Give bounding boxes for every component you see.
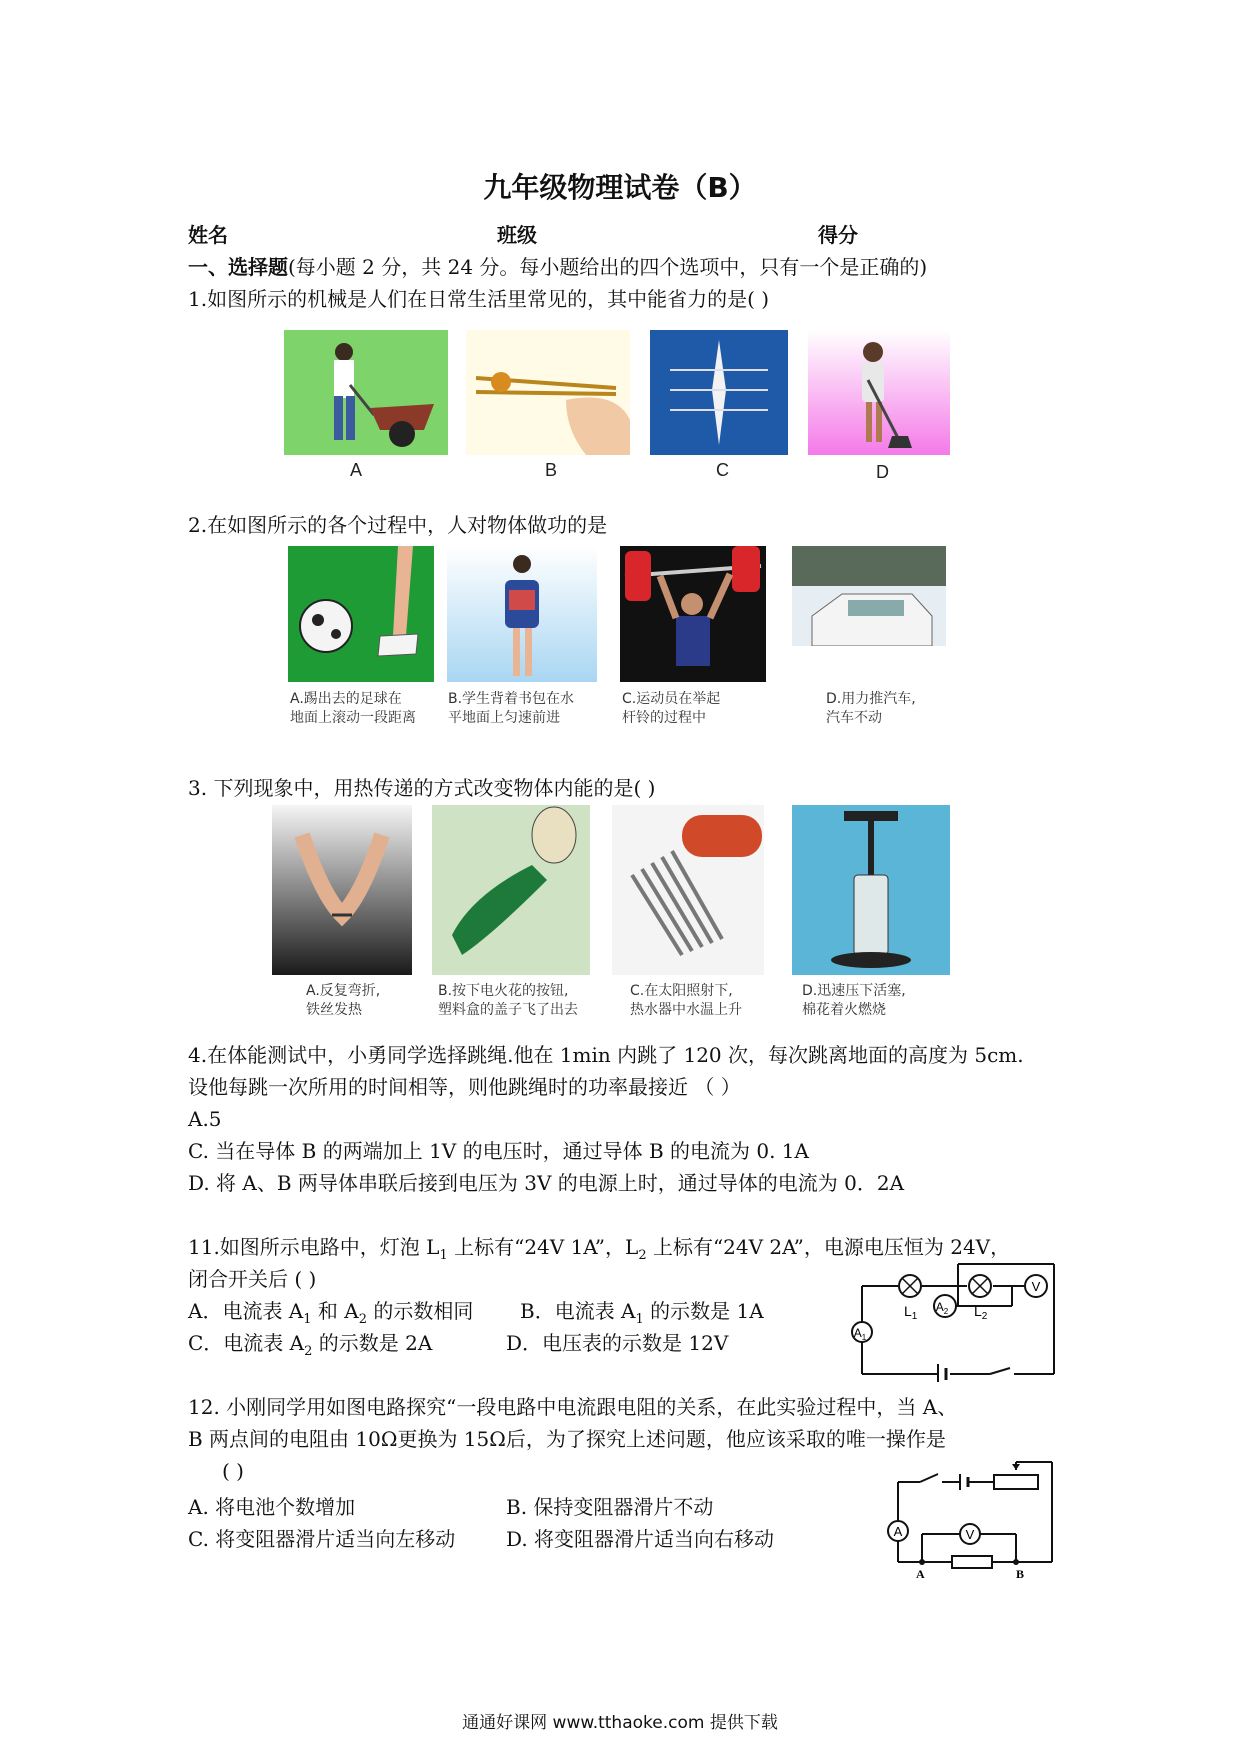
q2-caption-c [622, 690, 720, 728]
q2-caption-d [826, 690, 916, 728]
q11-opt-b-sub: 1 [635, 1312, 644, 1327]
question-12-option-d: D. 将变阻器滑片适当向右移动 [506, 1527, 775, 1551]
piston-illustration [792, 805, 950, 975]
schoolbag-illustration [447, 546, 597, 682]
ammeter-a1-icon [852, 1322, 872, 1342]
ammeter-a2-icon [934, 1295, 956, 1317]
rowing-illustration [650, 330, 788, 455]
lamp-l1-icon [899, 1275, 921, 1297]
broom-illustration [808, 330, 950, 455]
football-illustration [288, 546, 434, 682]
wire-bending-illustration [272, 805, 412, 975]
q2-caption-b-line2: 平地面上匀速前进 [448, 710, 560, 726]
q12-ammeter-icon [888, 1521, 908, 1541]
q3-caption-b-line2: 塑料盒的盖子飞了出去 [438, 1002, 578, 1018]
schoolbag-image [447, 546, 597, 682]
question-4-option-d: D. 将 A、B 两导体串联后接到电压为 3V 的电源上时，通过导体的电流为 0．2A [188, 1171, 905, 1195]
q11-l1-sub: 1 [911, 1311, 918, 1322]
q11-text-2: 上标有“24V 1A”，L [447, 1235, 639, 1259]
chopsticks-illustration [466, 330, 630, 455]
q1-label-d: D [876, 462, 889, 482]
question-2-stem: 2.在如图所示的各个过程中，人对物体做功的是 [188, 513, 608, 537]
question-4-line2: 设他每跳一次所用的时间相等，则他跳绳时的功率最接近 （ ） [188, 1075, 741, 1099]
section-heading [188, 254, 927, 280]
q11-opt-a-sub1: 1 [303, 1312, 312, 1327]
wheelbarrow-illustration [284, 330, 448, 455]
q11-opt-c-text1: C．电流表 A [188, 1331, 305, 1355]
q11-opt-a-text3: 的示数相同 [366, 1299, 474, 1323]
q2-caption-c-line1: C.运动员在举起 [622, 691, 721, 707]
question-4-option-a: A.5 [188, 1107, 222, 1131]
q11-text-3: 上标有“24V 2A”，电源电压恒为 24V， [646, 1235, 1011, 1259]
q11-a1-letter: A [853, 1326, 862, 1340]
q3-caption-a-line2: 铁丝发热 [306, 1002, 362, 1018]
question-12-option-a: A. 将电池个数增加 [188, 1495, 356, 1519]
solar-heater-image [612, 805, 764, 975]
q11-text-1: 11.如图所示电路中，灯泡 L [188, 1235, 440, 1259]
q12-point-b: B [1016, 1567, 1025, 1580]
voltmeter-icon [1025, 1275, 1047, 1297]
question-11-option-d: D．电压表的示数是 12V [506, 1331, 729, 1355]
q2-caption-a [290, 690, 416, 728]
lamp-l2-icon [969, 1275, 991, 1297]
weightlifter-illustration [620, 546, 766, 682]
q12-point-a: A [916, 1567, 925, 1580]
q3-caption-d-line2: 棉花着火燃烧 [802, 1002, 886, 1018]
rowing-image [650, 330, 788, 455]
question-12-option-c: C. 将变阻器滑片适当向左移动 [188, 1527, 456, 1551]
q12-voltmeter-icon [960, 1524, 980, 1544]
page-title: 九年级物理试卷（B） [483, 171, 757, 204]
q11-opt-b-text1: B．电流表 A [520, 1299, 636, 1323]
q3-caption-b-line1: B.按下电火花的按钮, [438, 983, 569, 999]
spark-button-illustration [432, 805, 590, 975]
q11-l2-letter: L [974, 1303, 982, 1319]
q11-l1-label [904, 1303, 918, 1322]
q3-caption-a [306, 982, 380, 1020]
class-label: 班级 [497, 223, 537, 247]
q3-caption-c [630, 982, 742, 1020]
q11-opt-a-text2: 和 A [311, 1299, 359, 1323]
q2-caption-c-line2: 杆铃的过程中 [622, 710, 706, 726]
question-11-option-b [520, 1298, 764, 1333]
q12-circuit-diagram [880, 1458, 1060, 1580]
question-11-option-a [188, 1298, 473, 1333]
q2-caption-b-line1: B.学生背着书包在水 [448, 691, 575, 707]
q2-caption-a-line2: 地面上滚动一段距离 [290, 710, 416, 726]
q11-a2-letter: A [935, 1300, 944, 1314]
footer-text: 通通好课网 www.tthaoke.com 提供下载 [462, 1713, 778, 1733]
q11-a1-sub: 1 [861, 1333, 867, 1342]
name-label: 姓名 [188, 223, 228, 247]
q11-opt-c-sub: 2 [304, 1344, 313, 1359]
q3-caption-c-line1: C.在太阳照射下, [630, 983, 733, 999]
solar-heater-illustration [612, 805, 764, 975]
question-12-line2: B 两点间的电阻由 10Ω更换为 15Ω后，为了探究上述问题，他应该采取的唯一操作是 [188, 1427, 946, 1451]
q2-caption-d-line1: D.用力推汽车, [826, 691, 916, 707]
broom-image [808, 330, 950, 455]
question-4-line1: 4.在体能测试中，小勇同学选择跳绳.他在 1min 内跳了 120 次，每次跳离地面的高度为 5cm. [188, 1043, 1024, 1067]
section-title: 一、选择题 [188, 255, 288, 279]
spark-button-image [432, 805, 590, 975]
q11-a2-sub: 2 [943, 1307, 949, 1316]
q3-caption-d [802, 982, 906, 1020]
wire-bending-image [272, 805, 412, 975]
section-note: (每小题 2 分，共 24 分。每小题给出的四个选项中，只有一个是正确的) [288, 255, 928, 279]
piston-image [792, 805, 950, 975]
q2-caption-d-line2: 汽车不动 [826, 710, 882, 726]
q1-label-c: C [716, 460, 729, 480]
question-4-option-c: C. 当在导体 B 的两端加上 1V 的电压时，通过导体 B 的电流为 0. 1A [188, 1139, 809, 1163]
question-11-option-c [188, 1330, 432, 1365]
score-label: 得分 [818, 223, 858, 247]
q3-caption-d-line1: D.迅速压下活塞, [802, 983, 906, 999]
q3-caption-b [438, 982, 578, 1020]
q11-sub-2: 2 [638, 1248, 647, 1263]
q11-v-label: V [1031, 1279, 1041, 1294]
q1-label-b: B [545, 460, 558, 480]
q11-l1-letter: L [904, 1303, 912, 1319]
q11-l2-sub: 2 [981, 1311, 988, 1322]
football-image [288, 546, 434, 682]
question-1-stem: 1.如图所示的机械是人们在日常生活里常见的，其中能省力的是( ) [188, 287, 770, 311]
wheelbarrow-image [284, 330, 448, 455]
q3-caption-c-line2: 热水器中水温上升 [630, 1002, 742, 1018]
q12-a-label: A [893, 1524, 903, 1539]
question-12-line3: ( ) [222, 1459, 244, 1483]
question-11-line2: 闭合开关后 ( ) [188, 1267, 317, 1291]
q1-label-a: A [350, 460, 363, 480]
q11-circuit-diagram [840, 1256, 1060, 1382]
question-12-option-b: B. 保持变阻器滑片不动 [506, 1495, 714, 1519]
q2-caption-b [448, 690, 574, 728]
q11-opt-c-text2: 的示数是 2A [312, 1331, 433, 1355]
q11-opt-b-text2: 的示数是 1A [643, 1299, 764, 1323]
q11-sub-1: 1 [439, 1248, 448, 1263]
question-12-line1: 12. 小刚同学用如图电路探究“一段电路中电流跟电阻的关系，在此实验过程中，当 A、 [188, 1395, 958, 1419]
weightlifter-image [620, 546, 766, 682]
push-car-image [792, 546, 946, 682]
q12-v-label: V [965, 1527, 975, 1542]
q2-caption-a-line1: A.踢出去的足球在 [290, 691, 402, 707]
q3-caption-a-line1: A.反复弯折, [306, 983, 381, 999]
q11-opt-a-sub2: 2 [358, 1312, 367, 1327]
question-3-stem: 3. 下列现象中，用热传递的方式改变物体内能的是( ) [188, 776, 656, 800]
push-car-illustration [792, 546, 946, 682]
chopsticks-image [466, 330, 630, 455]
q11-opt-a-text1: A．电流表 A [188, 1299, 304, 1323]
